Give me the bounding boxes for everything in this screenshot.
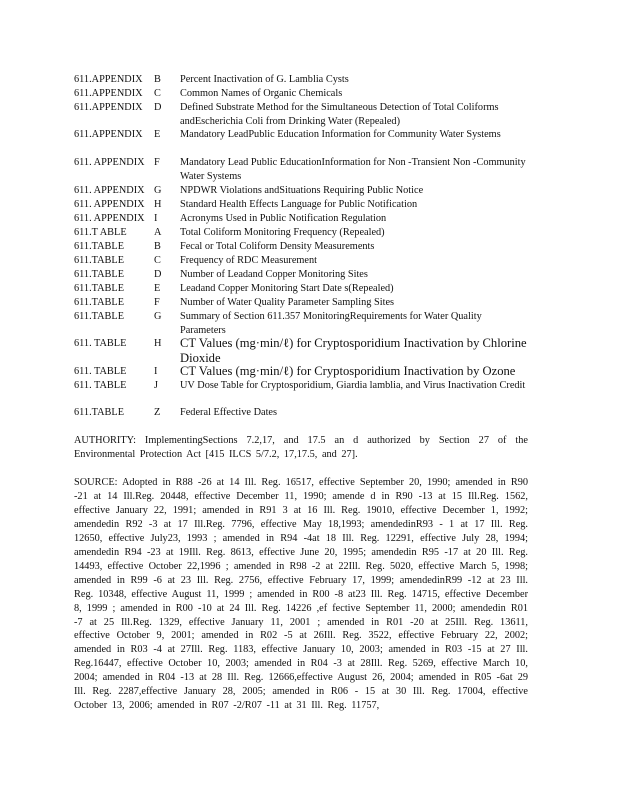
toc-section-number: 611. APPENDIX [74,213,145,224]
toc-letter: D [154,269,162,280]
toc-section-number: 611.T ABLE [74,227,127,238]
toc-section-number: 611. APPENDIX [74,157,145,168]
toc-title: UV Dose Table for Cryptosporidium, Giardia lamblia, and Virus Inactivation Credit [180,380,526,391]
toc-letter: I [154,366,158,377]
toc-section-number: 611.TABLE [74,255,124,266]
toc-section-number: 611.APPENDIX [74,88,143,99]
toc-section-number: 611.APPENDIX [74,102,143,113]
toc-title: Fecal or Total Coliform Density Measurements [180,241,375,252]
toc-title: Percent Inactivation of G. Lamblia Cysts [180,74,349,85]
toc-letter: C [154,88,161,99]
toc-title: CT Values (mg·min/ℓ) for Cryptosporidium Inactivation by Chlorine Dioxide [180,336,527,365]
toc-letter: E [154,129,161,140]
toc-title: Defined Substrate Method for the Simultaneous Detection of Total Coliforms andEscherichia Coli from Drinking Water (Repealed) [180,102,499,127]
toc-letter: G [154,311,162,322]
toc-letter: F [154,157,160,168]
toc-title: NPDWR Violations andSituations Requiring Public Notice [180,185,424,196]
toc-section-number: 611.TABLE [74,283,124,294]
toc-section-number: 611. TABLE [74,366,127,377]
toc-title: Mandatory LeadPublic Education Information for Community Water Systems [180,129,501,140]
toc-title: Summary of Section 611.357 MonitoringRequirements for Water Quality Parameters [180,311,482,336]
source-paragraph: SOURCE: Adopted in R88 -26 at 14 Ill. Reg. 16517, effective September 20, 1990; amended in R90 -21 at 14 Ill.Reg. 20448, effective December 11, 1990; amende d in R90 -13 at 15 Ill.Reg. 1562, effective January 22, 1991; amended in R91 3 at 16 Ill. Reg. 19010, effective December 1, 1992; amendedin R92 -3 at 17 Ill.Reg. 7796, effective May 18,1993; amendedinR93 - 1 at 17 Ill. Reg. 12650, effective July23, 1993 ; amended in R94 -4at 18 Ill. Reg. 12291, effective July 28, 1994; amendedin R94 -23 at 19Ill. Reg. 8613, effective June 20, 1995; amendedin R95 -17 at 20 Ill. Reg. 14493, effective October 22,1996 ; amended in R98 -2 at 22Ill. Reg. 5020, effective March 5, 1998; amended in R99 -6 at 23 Ill. Reg. 2756, effective February 17, 1999; amendedinR99 -12 at 23 Ill. Reg. 10348, effective August 11, 1999 ; amended in R00 -8 at23 Ill. Reg. 14715, effective December 8, 1999 ; amended in R00 -10 at 24 Ill. Reg. 14226 ,ef fective September 11, 2000; amendedin R01 -7 at 25 Ill.Reg. 1329, effective January 11, 2001 ; amended in R01 -20 at 25Ill. Reg. 13611, effective October 9, 2001; amended in R02 -5 at 26Ill. Reg. 3522, effective February 22, 2002; amended in R03 -4 at 27Ill. Reg. 1183, effective January 10, 2003; amended in R03 -15 at 27 Ill. Reg.16447, effective October 10, 2003; amended in R04 -3 at 28Ill. Reg. 5269, effective March 10, 2004; amended in R04 -13 at 28 Ill. Reg. 12666,effective August 26, 2004; amended in R05 -6at 29 Ill. Reg. 2287,effective January 28, 2005; amended in R06 - 15 at 30 Ill. Reg. 17004, effective October 13, 2006; amended in R07 -2/R07 -11 at 31 Ill. Reg. 11757, [74,477,528,712]
toc-title: Leadand Copper Monitoring Start Date s(Repealed) [180,283,394,294]
toc-title: Federal Effective Dates [180,407,278,418]
toc-section-number: 611. TABLE [74,380,127,391]
toc-section-number: 611.TABLE [74,241,124,252]
toc-letter: G [154,185,162,196]
toc-section-number: 611.APPENDIX [74,129,143,140]
toc-title: Common Names of Organic Chemicals [180,88,343,99]
toc-letter: F [154,297,160,308]
toc-letter: D [154,102,162,113]
toc-title: Total Coliform Monitoring Frequency (Repealed) [180,227,385,238]
toc-letter: B [154,74,161,85]
toc-title: Number of Water Quality Parameter Sampling Sites [180,297,395,308]
toc-title: Standard Health Effects Language for Public Notification [180,199,418,210]
toc-section-number: 611.APPENDIX [74,74,143,85]
authority-paragraph: AUTHORITY: ImplementingSections 7.2,17, and 17.5 an d authorized by Section 27 of the Environmental Protection Act [415 ILCS 5/7.2, 17,17.5, and 27]. [74,435,528,460]
toc-section-number: 611. APPENDIX [74,199,145,210]
toc-letter: H [154,199,162,210]
toc-title: Frequency of RDC Measurement [180,255,317,266]
toc-letter: B [154,241,161,252]
toc-title: Number of Leadand Copper Monitoring Sites [180,269,368,280]
toc-letter: J [154,380,159,391]
toc-section-number: 611.TABLE [74,311,124,322]
toc-title: CT Values (mg·min/ℓ) for Cryptosporidium Inactivation by Ozone [180,364,516,378]
toc-section-number: 611.TABLE [74,269,124,280]
toc-letter: C [154,255,161,266]
toc-section-number: 611.TABLE [74,407,124,418]
toc-title: Mandatory Lead Public EducationInformation for Non -Transient Non -Community Water Systems [180,157,526,182]
toc-section-number: 611.TABLE [74,297,124,308]
toc-section-number: 611. APPENDIX [74,185,145,196]
toc-letter: H [154,338,162,349]
toc-letter: E [154,283,161,294]
toc-letter: Z [154,407,161,418]
toc-section-number: 611. TABLE [74,338,127,349]
toc-letter: A [154,227,162,238]
toc-title: Acronyms Used in Public Notification Regulation [180,213,387,224]
toc-letter: I [154,213,158,224]
